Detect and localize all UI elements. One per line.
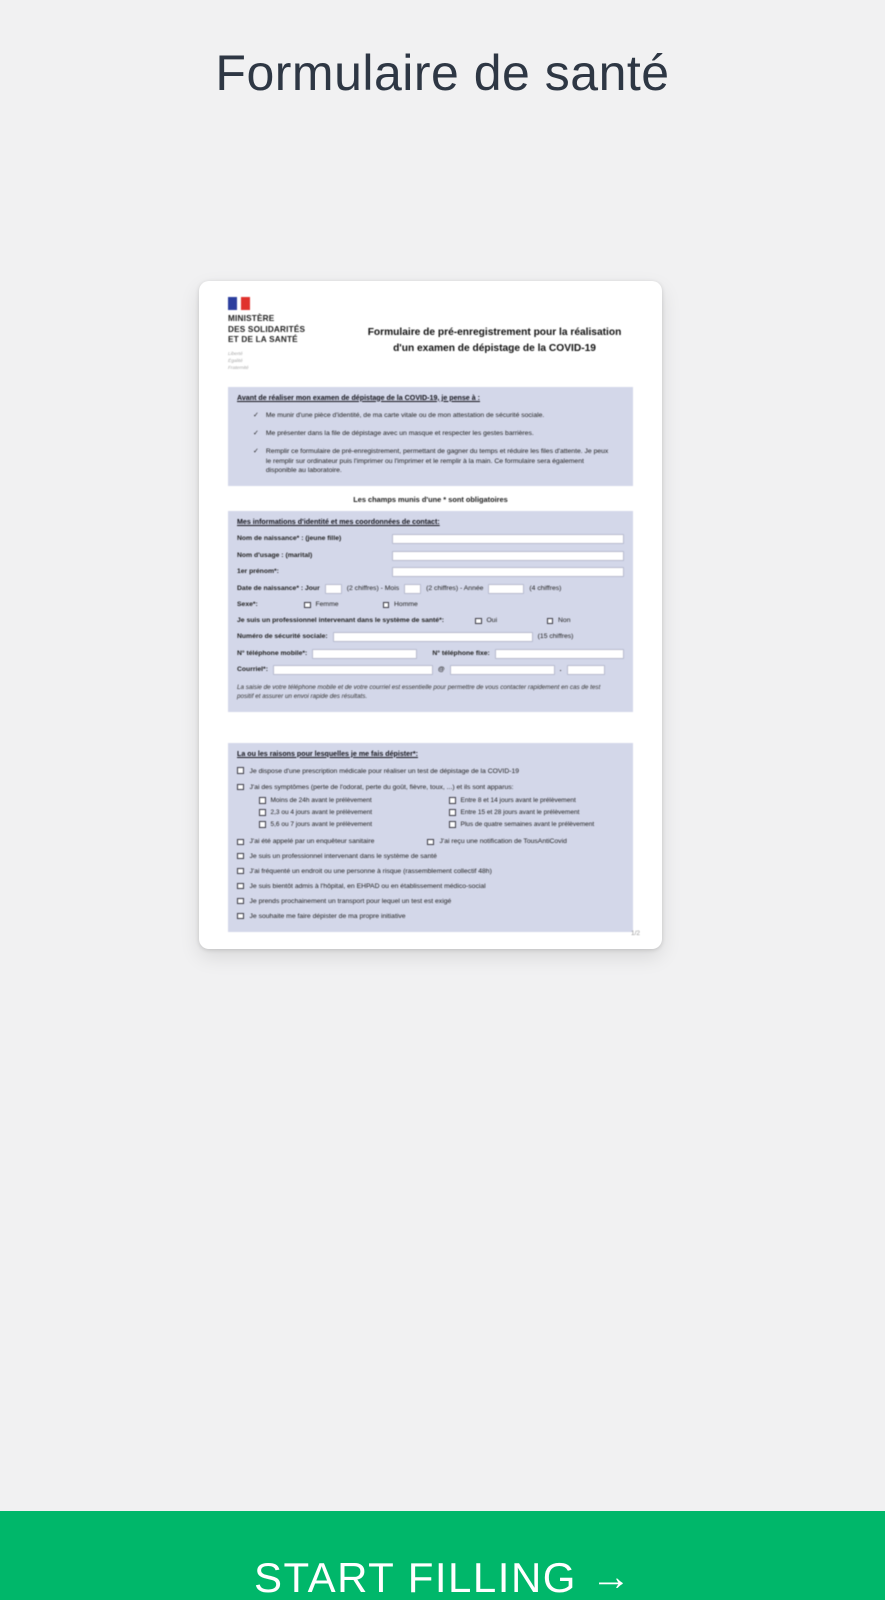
field-label: Nom de naissance* : (jeune fille) xyxy=(237,535,342,543)
required-fields-note: Les champs munis d'une * sont obligatoires xyxy=(353,494,508,504)
checkbox-icon xyxy=(237,767,244,774)
field-label: Sexe*: xyxy=(237,601,258,609)
symptom-option xyxy=(259,820,449,829)
intro-section xyxy=(228,387,633,486)
text-field xyxy=(392,567,624,577)
motto-line: Liberté xyxy=(228,351,243,357)
dot-sign: . xyxy=(559,666,562,674)
text-field xyxy=(392,551,624,561)
ministry-name-line: DES SOLIDARITÉS xyxy=(228,324,306,334)
day-field xyxy=(325,584,342,594)
health-form-screen xyxy=(0,44,885,1600)
start-filling-label: START FILLING xyxy=(254,1553,577,1600)
fixed-phone-field xyxy=(495,649,624,659)
field-label: N° téléphone mobile*: xyxy=(237,649,308,657)
document-header xyxy=(228,297,633,373)
checkbox-icon xyxy=(259,797,266,804)
email-tld-field xyxy=(567,665,605,675)
field-hint: (15 chiffres) xyxy=(537,633,574,641)
ministry-name-line: ET DE LA SANTÉ xyxy=(228,335,298,345)
intro-bullet-text: Remplir ce formulaire de pré-enregistrement, permettant de gagner du temps et réduire les files d'attente. Je peux le remplir sur ordinateur puis l'imprimer ou l'imprimer et le remplir à la main. Ce formulaire sera également disponible au laboratoire. xyxy=(265,448,609,475)
checkbox-icon xyxy=(449,821,456,828)
ministry-motto xyxy=(228,351,356,373)
symptom-option-label: Entre 8 et 14 jours avant le prélèvement xyxy=(460,796,576,804)
field-row-email xyxy=(237,665,624,675)
intro-bullet-text: Me présenter dans la file de dépistage avec un masque et respecter les gestes barrières. xyxy=(265,430,534,438)
reason-label: J'ai été appelé par un enquêteur sanitaire xyxy=(249,838,375,846)
symptom-option-label: 2,3 ou 4 jours avant le prélèvement xyxy=(270,808,373,816)
reason-pair-row xyxy=(237,837,624,847)
field-hint: (2 chiffres) - Année xyxy=(426,584,484,592)
field-label: Nom d'usage : (marital) xyxy=(237,551,313,559)
intro-bullet xyxy=(253,447,624,476)
field-row-phones xyxy=(237,649,624,659)
checkbox-icon xyxy=(237,868,244,875)
symptom-option-label: Plus de quatre semaines avant le prélèvement xyxy=(460,821,595,829)
intro-bullet xyxy=(253,429,624,439)
option-label: Oui xyxy=(486,617,498,625)
reason-label: J'ai fréquenté un endroit ou une personne à risque (rassemblement collectif 48h) xyxy=(249,868,492,876)
email-domain-field xyxy=(450,665,555,675)
field-label: 1er prénom*: xyxy=(237,568,279,576)
ssn-field xyxy=(333,632,533,642)
month-field xyxy=(404,584,421,594)
field-row-birth-name xyxy=(237,534,624,544)
symptom-option xyxy=(449,820,624,829)
field-row-dob xyxy=(237,584,624,594)
reason-item xyxy=(237,912,624,922)
checkbox-icon xyxy=(237,898,244,905)
reason-item xyxy=(237,897,624,907)
year-field xyxy=(488,584,524,594)
document-title-line: Formulaire de pré-enregistrement pour la réalisation xyxy=(367,327,622,338)
option-label: Femme xyxy=(315,601,339,609)
reason-item xyxy=(237,783,624,793)
checkbox-icon xyxy=(237,883,244,890)
checkbox-icon xyxy=(304,602,311,609)
reason-item xyxy=(237,867,624,877)
arrow-right-icon: → xyxy=(590,1555,631,1599)
field-row-usage-name xyxy=(237,551,624,561)
field-row-sex xyxy=(237,600,624,610)
field-label: N° téléphone fixe: xyxy=(432,649,490,657)
reason-item xyxy=(237,837,427,847)
reason-label: J'ai des symptômes (perte de l'odorat, perte du goût, fièvre, toux, ...) et ils sont apparus: xyxy=(249,784,514,792)
intro-bullet xyxy=(253,411,624,421)
checkbox-icon xyxy=(449,797,456,804)
option-label: Homme xyxy=(394,601,418,609)
field-label: Je suis un professionnel intervenant dans le système de santé*: xyxy=(237,617,444,625)
checkbox-icon xyxy=(259,809,266,816)
reason-label: J'ai reçu une notification de TousAntiCovid xyxy=(439,838,567,846)
reason-label: Je souhaite me faire dépister de ma propre initiative xyxy=(249,913,406,921)
reason-label: Je suis bientôt admis à l'hôpital, en EHPAD ou en établissement médico-social xyxy=(249,883,486,891)
text-field xyxy=(392,534,624,544)
checkbox-icon xyxy=(383,602,390,609)
intro-bullet-text: Me munir d'une pièce d'identité, de ma carte vitale ou de mon attestation de sécurité sociale. xyxy=(265,412,545,420)
reasons-heading: La ou les raisons pour lesquelles je me fais dépister*: xyxy=(237,749,418,758)
flag-red-stripe xyxy=(241,297,250,310)
symptom-option-label: Moins de 24h avant le prélèvement xyxy=(270,796,372,804)
identity-section xyxy=(228,511,633,712)
field-hint: (2 chiffres) - Mois xyxy=(346,584,400,592)
document-title-line: d'un examen de dépistage de la COVID-19 xyxy=(393,342,596,354)
reason-item xyxy=(237,767,624,777)
ministry-name-line: MINISTÈRE xyxy=(228,314,275,323)
check-icon: ✓ xyxy=(253,430,259,438)
field-row-first-name xyxy=(237,567,624,577)
ministry-name xyxy=(228,314,356,346)
intro-heading: Avant de réaliser mon examen de dépistage de la COVID-19, je pense à : xyxy=(237,393,480,402)
form-preview-document xyxy=(199,281,662,949)
checkbox-icon xyxy=(259,821,266,828)
form-preview-card xyxy=(199,281,662,949)
reasons-section xyxy=(228,743,633,932)
symptom-option xyxy=(449,796,624,805)
field-hint: (4 chiffres) xyxy=(529,584,562,592)
option-label: Non xyxy=(558,617,571,625)
contact-note: La saisie de votre téléphone mobile et de votre courriel est essentielle pour permettre de vous contacter rapidement en cas de test positif et assurer un envoi rapide des résultats. xyxy=(237,684,601,701)
checkbox-icon xyxy=(427,839,434,846)
symptom-onset-options xyxy=(259,796,624,829)
reason-item xyxy=(237,882,624,892)
ministry-logo xyxy=(228,297,356,373)
field-row-ssn xyxy=(237,632,624,642)
email-local-field xyxy=(273,665,433,675)
page-title: Formulaire de santé xyxy=(215,45,670,101)
check-icon: ✓ xyxy=(253,448,259,456)
symptom-option xyxy=(449,808,624,817)
checkbox-icon xyxy=(547,618,554,625)
identity-heading: Mes informations d'identité et mes coordonnées de contact: xyxy=(237,517,440,526)
reason-label: Je prends prochainement un transport pour lequel un test est exigé xyxy=(249,898,452,906)
motto-line: Fraternité xyxy=(228,366,249,372)
checkbox-icon xyxy=(237,913,244,920)
check-icon: ✓ xyxy=(253,412,259,420)
checkbox-icon xyxy=(237,784,244,791)
document-title xyxy=(356,325,633,373)
checkbox-icon xyxy=(237,853,244,860)
checkbox-icon xyxy=(237,839,244,846)
field-row-professional xyxy=(237,616,624,626)
reason-item xyxy=(427,837,624,847)
symptom-option xyxy=(259,796,449,805)
symptom-option-label: 5,6 ou 7 jours avant le prélèvement xyxy=(270,821,373,829)
french-flag-icon xyxy=(228,297,250,310)
start-filling-button[interactable] xyxy=(0,1511,885,1600)
field-label: Courriel*: xyxy=(237,666,268,674)
field-label: Date de naissance* : Jour xyxy=(237,584,320,592)
checkbox-icon xyxy=(475,618,482,625)
page-indicator: 1/2 xyxy=(630,930,640,937)
symptom-option xyxy=(259,808,449,817)
flag-blue-stripe xyxy=(228,297,237,310)
symptom-option-label: Entre 15 et 28 jours avant le prélèvement xyxy=(460,808,580,816)
reason-label: Je dispose d'une prescription médicale pour réaliser un test de dépistage de la COVID-19 xyxy=(249,767,520,775)
reason-item xyxy=(237,852,624,862)
reason-label: Je suis un professionnel intervenant dans le système de santé xyxy=(249,853,437,861)
checkbox-icon xyxy=(449,809,456,816)
at-sign: @ xyxy=(437,666,445,674)
field-label: Numéro de sécurité sociale: xyxy=(237,633,328,641)
motto-line: Égalité xyxy=(228,359,243,365)
mobile-phone-field xyxy=(312,649,417,659)
